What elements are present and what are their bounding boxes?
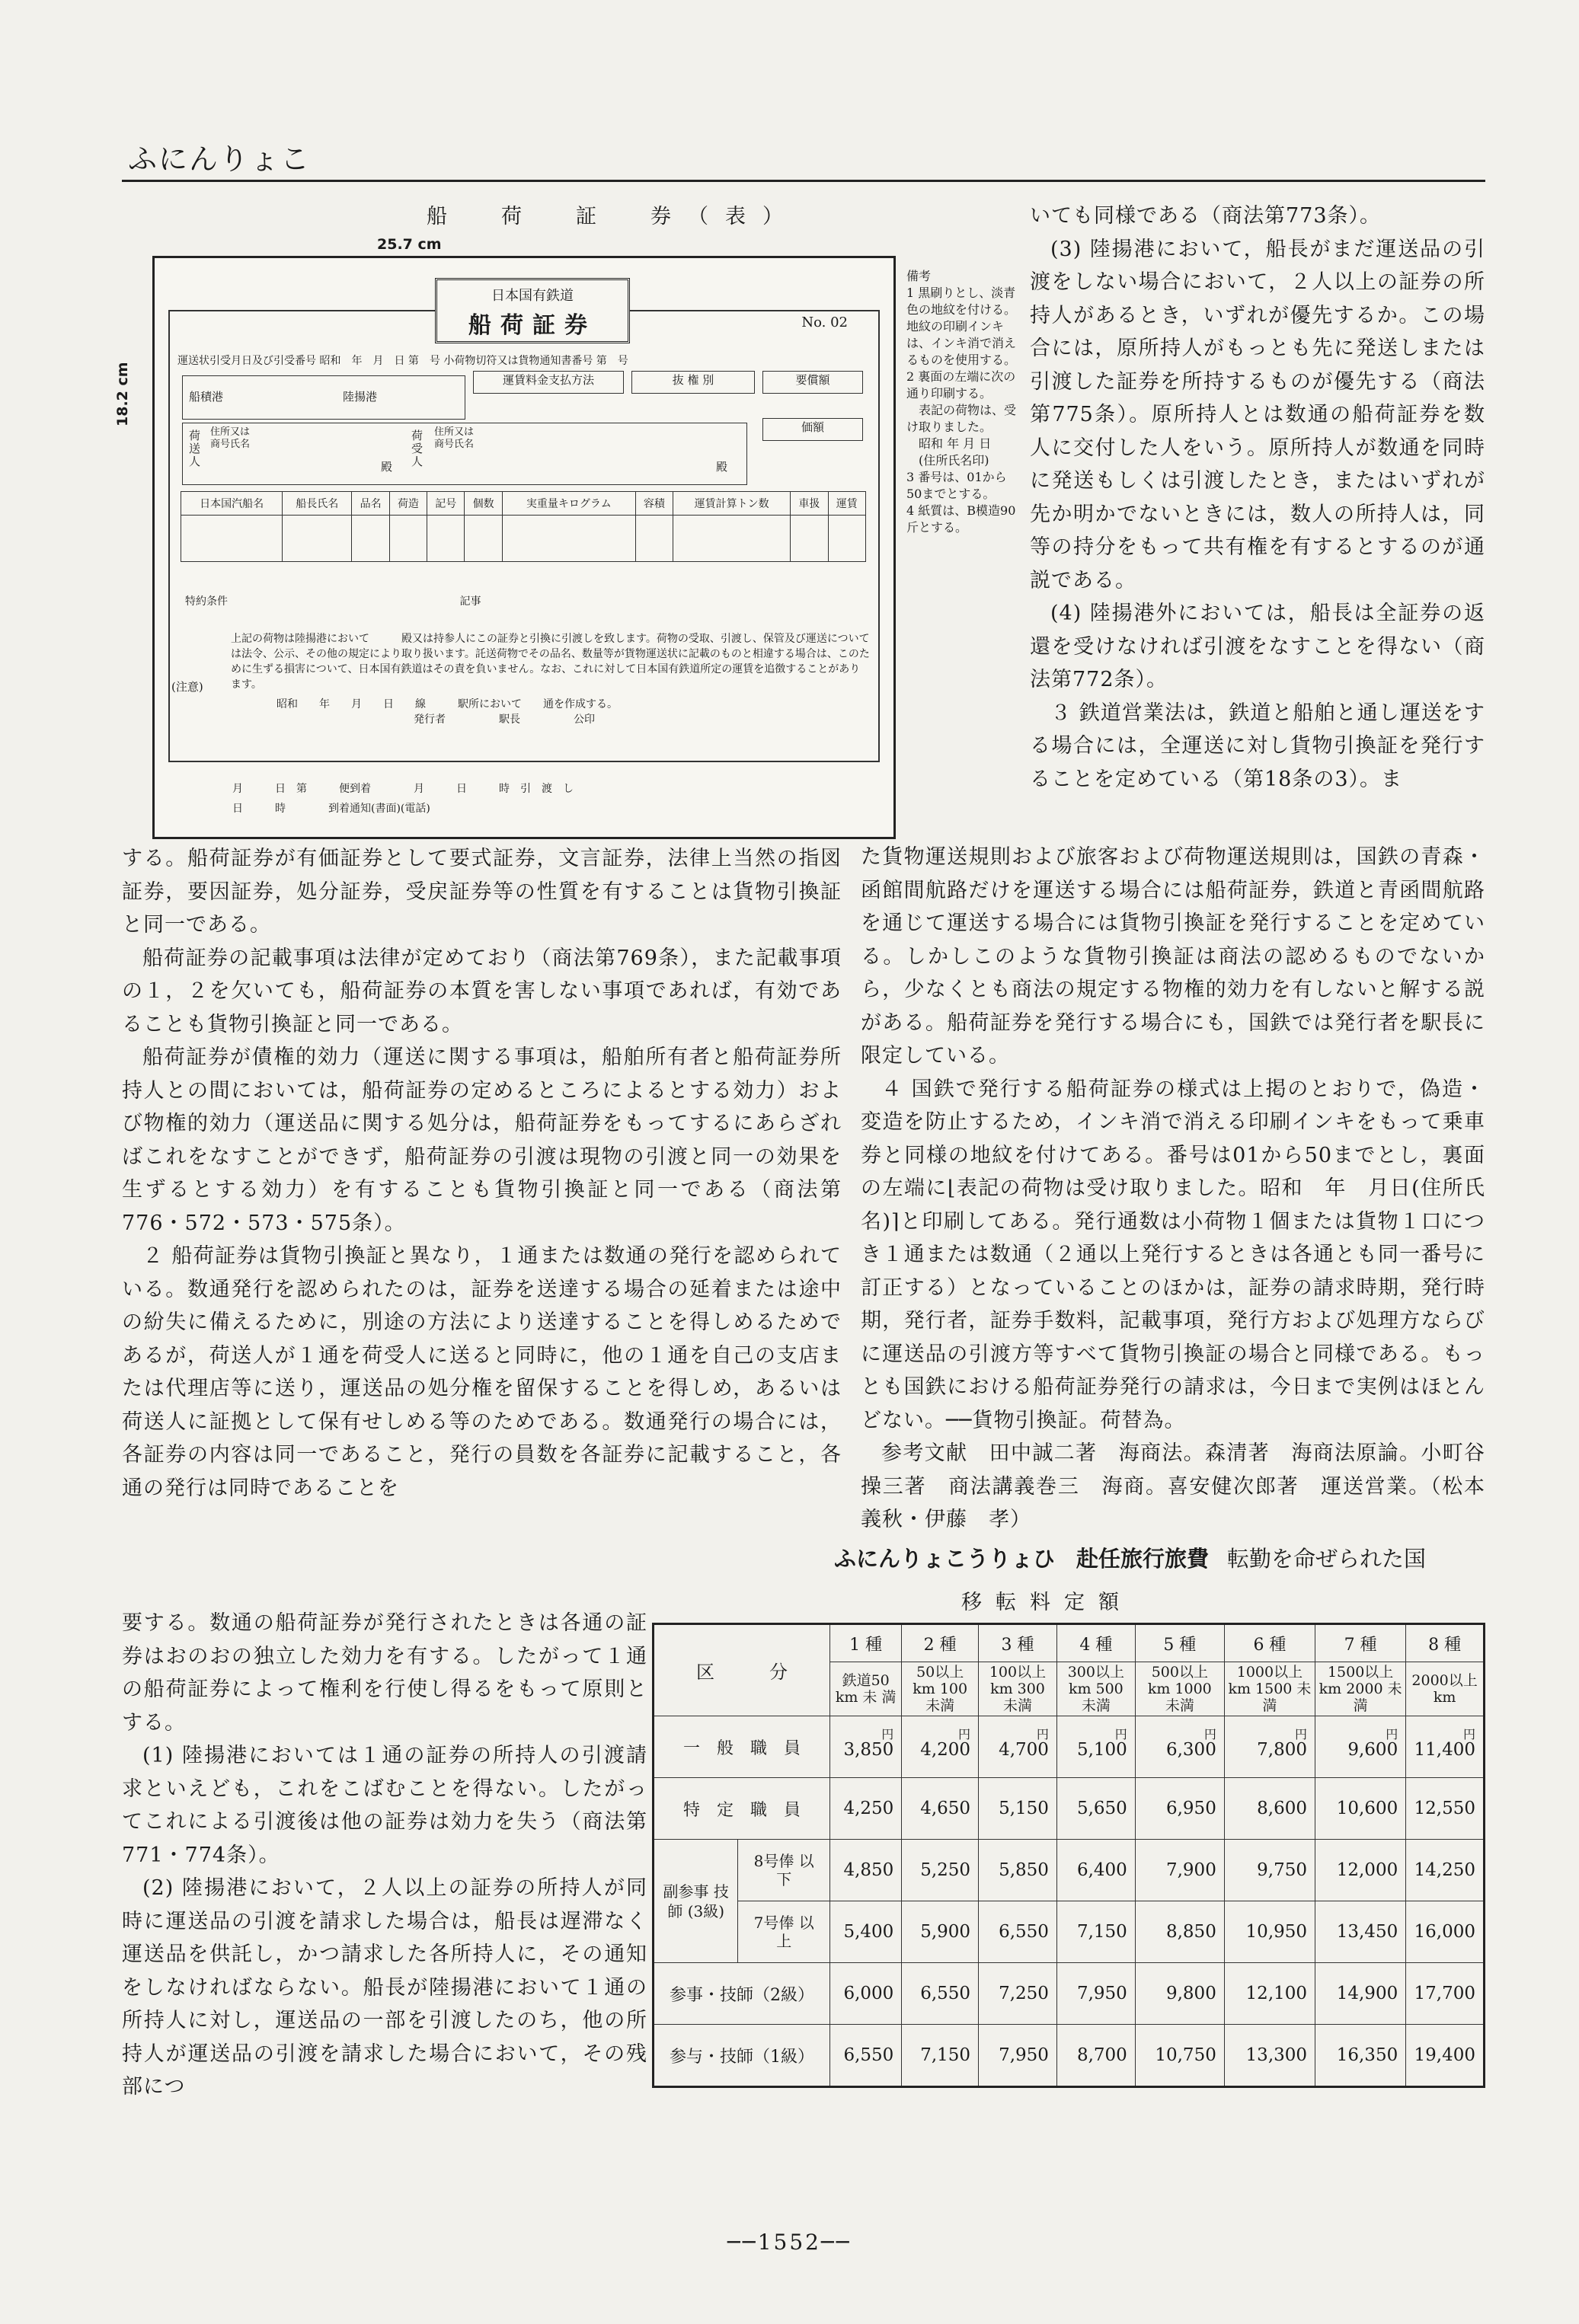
width-dimension: 25.7 cm — [377, 236, 442, 253]
form-title-box — [435, 278, 630, 343]
paragraph: ２ 船荷証券は貨物引換証と異なり，１通または数通の発行を認められている。数通発行を認められたのは，証券を送達する場合の延着または途中の紛失に備えるために，別途の方法により送達することを得しめるためであるが，荷送人が１通を荷受人に送ると同時に，他の１通を自己の支店または代理店等に送り，運送品の処分権を留保することを得しめ，あるいは荷送人に証拠として保有せしめる等のためである。数通発行の場合には，各証券の内容は同一であること，発行の員数を各証券に記載すること，各通の発行は同時であることを — [122, 1244, 842, 1500]
row-label: 副参事 技 師 (3級) — [654, 1840, 738, 1963]
cell: 7,150 — [1056, 1901, 1135, 1963]
table-row — [654, 1716, 1485, 1778]
yen-unit: 円 — [958, 1727, 971, 1741]
cell: 円 4,700 — [979, 1716, 1057, 1778]
cell: 円 11,400 — [1406, 1716, 1485, 1778]
sender-dono: 殿 — [381, 460, 393, 474]
col-fare: 運賃 — [828, 492, 865, 516]
table-row — [654, 1778, 1485, 1840]
parties-box — [182, 423, 747, 485]
paragraph: た貨物運送規則および旅客および荷物運送規則は，国鉄の青森・函館間航路だけを運送する場合には船荷証券，鉄道と青函間航路を通じて運送する場合には貨物引換証を発行することを定めている。しかしこのような貨物引換証は商法の認めるものでないから，少なくとも商法の規定する物権的効力を有しないと解する説がある。船荷証券を発行する場合にも，国鉄では発行者を駅長に限定している。 — [861, 845, 1485, 1068]
col-tons: 運賃計算トン数 — [673, 492, 791, 516]
cell: 16,350 — [1315, 2025, 1406, 2087]
cell: 5,250 — [902, 1840, 979, 1901]
price-box: 価額 — [762, 418, 863, 441]
yen-unit: 円 — [1386, 1727, 1398, 1741]
note-label: (注意) — [171, 680, 203, 694]
range-header: 100以上 km 300 未満 — [979, 1662, 1057, 1716]
entry-kanji: 赴任旅行旅費 — [1076, 1546, 1210, 1572]
cell: 5,850 — [979, 1840, 1057, 1901]
grade-header: 4 種 — [1056, 1624, 1135, 1662]
form-title: 船荷証券 — [468, 312, 596, 339]
value-box: 要償額 — [762, 371, 863, 394]
note-text: 上記の荷物は陸揚港において 殿又は持参人にこの証券と引換に引渡しを致します。荷物の受取、引渡し、保管及び運送については法令、公示、その他の規定により取り扱います。託送荷物でその品名、数量等が貨物運送状に記載のものと相違する場合は、このために生ずる損害について、日本国有鉄道はその責を負いません。なお、これに対して日本国有鉄道所定の運賃を追徴することがあります。 — [231, 633, 870, 691]
col-packing: 荷造 — [389, 492, 427, 516]
cell: 7,950 — [979, 2025, 1057, 2087]
paragraph: ３ 鉄道営業法は，鉄道と船舶と通し運送をする場合には，全運送に対し貨物引換証を発行することを定めている（第18条の3）。ま — [1030, 701, 1485, 791]
col-car: 車扱 — [791, 492, 828, 516]
range-header: 50以上 km 100 未満 — [902, 1662, 979, 1716]
cell: 6,400 — [1056, 1840, 1135, 1901]
range-header: 1000以上 km 1500 未満 — [1224, 1662, 1315, 1716]
yen-unit: 円 — [881, 1727, 894, 1741]
cell: 16,000 — [1406, 1901, 1485, 1963]
col-ship: 日本国汽船名 — [181, 492, 283, 516]
yen-unit: 円 — [1203, 1727, 1216, 1741]
bottom-line-1: 月 日 第 便到着 月 日 時 引 渡 し — [200, 783, 574, 795]
cell: 7,250 — [979, 1963, 1057, 2025]
form-remarks: 備考 1 黒刷りとし、淡青色の地紋を付ける。地紋の印刷インキは、インキ消で消えるものを使用する。 2 裏面の左端に次の通り印刷する。 表記の荷物は、受け取りました。 昭和 年 月 日 (住所氏名印) 3 番号は、01から50までとする。 4 紙質は、B模造90斤とする。 — [906, 269, 1017, 535]
col-item: 品名 — [352, 492, 389, 516]
running-head: ふにんりょこ — [128, 142, 312, 176]
port-from-label: 船積港 — [189, 390, 224, 404]
cargo-table — [181, 491, 866, 562]
row-label: 参事・技師（2級） — [654, 1963, 830, 2025]
paragraph: いても同様である（商法第773条）。 — [1030, 204, 1382, 228]
cell: 13,450 — [1315, 1901, 1406, 1963]
cell: 12,550 — [1406, 1778, 1485, 1840]
cell: 円 9,600 — [1315, 1716, 1406, 1778]
cell: 5,150 — [979, 1778, 1057, 1840]
cell: 円 5,100 — [1056, 1716, 1135, 1778]
cell: 13,300 — [1224, 2025, 1315, 2087]
endorse-box: 抜 権 別 — [631, 371, 755, 394]
grade-header: 2 種 — [902, 1624, 979, 1662]
issuer-line: 発行者 駅長 公印 — [414, 713, 595, 726]
cell: 7,900 — [1135, 1840, 1224, 1901]
cell: 9,750 — [1224, 1840, 1315, 1901]
paragraph: (3) 陸揚港において，船長がまだ運送品の引渡をしない場合において，２人以上の証券の所持人があるとき，いずれが優先するか。この場合には，原所持人がもっとも先に発送しまたは引渡した証券を所持するものが優先する（商法第775条）。原所持人とは数通の船荷証券を数人に交付した人をいう。原所持人が数通を同時に発送もしくは引渡したとき，またはいずれが先か明かでないときには，数人の所持人は，同等の持分をもって共有権を有するとするのが通説である。 — [1030, 237, 1485, 592]
grade-header: 3 種 — [979, 1624, 1057, 1662]
row-sublabel: 7号俸 以 上 — [738, 1901, 830, 1963]
entry-heading — [834, 1542, 1485, 1573]
range-header: 2000以上 km — [1406, 1662, 1485, 1716]
grade-header: 5 種 — [1135, 1624, 1224, 1662]
yen-unit: 円 — [1295, 1727, 1308, 1741]
cell: 5,900 — [902, 1901, 979, 1963]
yen-unit: 円 — [1036, 1727, 1049, 1741]
bill-of-lading-form — [152, 256, 896, 839]
cell: 10,600 — [1315, 1778, 1406, 1840]
issue-line: 昭和 年 月 日 線 駅所において 通を作成する。 — [276, 698, 618, 710]
receiver-dono: 殿 — [716, 460, 728, 474]
left-column-narrow — [122, 1607, 647, 2104]
cell: 5,650 — [1056, 1778, 1135, 1840]
cell: 10,950 — [1224, 1901, 1315, 1963]
row-label: 参与・技師（1級） — [654, 2025, 830, 2087]
col-captain: 船長氏名 — [283, 492, 352, 516]
paragraph: 要する。数通の船荷証券が発行されたときは各通の証券はおのおの独立した効力を有する。したがって１通の船荷証券によって権利を行使し得るをもって原則とする。 — [122, 1611, 647, 1735]
left-column — [122, 842, 842, 1505]
cell: 17,700 — [1406, 1963, 1485, 2025]
cell: 12,000 — [1315, 1840, 1406, 1901]
relocation-allowance-table — [652, 1623, 1485, 2088]
records-label: 記事 — [459, 595, 481, 608]
cell: 6,550 — [979, 1901, 1057, 1963]
cell: 4,850 — [830, 1840, 902, 1901]
figure-caption: 船 荷 証 券（表） — [427, 205, 800, 228]
cell: 7,150 — [902, 2025, 979, 2087]
range-header: 300以上 km 500 未満 — [1056, 1662, 1135, 1716]
entry-description: 転勤を命ぜられた国 — [1227, 1546, 1427, 1572]
header-rule — [122, 180, 1485, 182]
table-row — [654, 1840, 1485, 1901]
form-issuer: 日本国有鉄道 — [491, 288, 574, 304]
receiver-label: 荷受人 — [411, 429, 424, 468]
paragraph: 船荷証券が債権的効力（運送に関する事項は，船舶所有者と船荷証券所持人との間においては，船荷証券の定めるところによるとする効力）および物権的効力（運送品に関する処分は，船荷証券をもってするにあらざればこれをなすことができず，船荷証券の引渡は現物の引渡と同一の効果を生ずるとする効力）を有することも貨物引換証と同一である（商法第776・572・573・575条）。 — [122, 1045, 842, 1235]
receiver-address-label: 住所又は商号氏名 — [434, 426, 475, 450]
cell: 8,700 — [1056, 2025, 1135, 2087]
cell: 7,950 — [1056, 1963, 1135, 2025]
form-number: No. 02 — [801, 314, 848, 330]
table-row — [654, 1901, 1485, 1963]
row-label: 特 定 職 員 — [654, 1778, 830, 1840]
port-to-label: 陸揚港 — [343, 390, 378, 404]
paragraph: (4) 陸揚港外においては，船長は全証券の返還を受けなければ引渡をなすことを得ない（商法第772条）。 — [1030, 602, 1485, 691]
sender-label: 荷送人 — [189, 429, 201, 468]
cell: 6,550 — [902, 1963, 979, 2025]
paragraph: する。船荷証券が有価証券として要式証券，文言証券，法律上当然の指図証券，要因証券，処分証券，受戻証券等の性質を有することは貨物引換証と同一である。 — [122, 847, 842, 937]
cell: 14,900 — [1315, 1963, 1406, 2025]
cell: 4,650 — [902, 1778, 979, 1840]
grade-header: 6 種 — [1224, 1624, 1315, 1662]
paragraph: (2) 陸揚港において，２人以上の証券の所持人が同時に運送品の引渡を請求した場合は，船長は遅滞なく運送品を供託し，かつ請求した各所持人に，その通知をしなければならない。船長が陸揚港において１通の所持人に対し，運送品の一部を引渡したのち，他の所持人が運送品の引渡を請求した場合において，その残部につ — [122, 1876, 647, 2099]
height-dimension: 18.2 cm — [114, 362, 131, 426]
col-weight: 実重量キログラム — [502, 492, 635, 516]
col-mark: 記号 — [427, 492, 465, 516]
table-title: 移転料定額 — [961, 1591, 1133, 1614]
cell: 9,800 — [1135, 1963, 1224, 2025]
yen-unit: 円 — [1114, 1727, 1127, 1741]
cell: 14,250 — [1406, 1840, 1485, 1901]
form-notes — [231, 631, 871, 727]
cell: 6,950 — [1135, 1778, 1224, 1840]
entry-kana: ふにんりょこうりょひ — [834, 1546, 1056, 1572]
cell: 12,100 — [1224, 1963, 1315, 2025]
cell: 4,250 — [830, 1778, 902, 1840]
range-header: 500以上 km 1000 未満 — [1135, 1662, 1224, 1716]
cell: 10,750 — [1135, 2025, 1224, 2087]
special-terms-row — [185, 593, 878, 608]
grade-header: 8 種 — [1406, 1624, 1485, 1662]
special-terms-label: 特約条件 — [185, 595, 228, 608]
sender-address-label: 住所又は商号氏名 — [210, 426, 251, 450]
cell: 8,600 — [1224, 1778, 1315, 1840]
page-number: ──1552── — [727, 2230, 852, 2255]
grade-header: 7 種 — [1315, 1624, 1406, 1662]
right-column-top — [1030, 200, 1485, 796]
form-line-1: 運送状引受月日及び引受番号 昭和 年 月 日 第 号 小荷物切符又は貨物通知書番号 第 号 — [177, 355, 628, 367]
cell: 5,400 — [830, 1901, 902, 1963]
paragraph: 船荷証券の記載事項は法律が定めており（商法第769条），また記載事項の１，２を欠いても，船荷証券の本質を害しない事項であれば，有効であることも貨物引換証と同一である。 — [122, 946, 842, 1036]
cell: 円 3,850 — [830, 1716, 902, 1778]
ports-box — [182, 375, 465, 420]
paragraph: ４ 国鉄で発行する船荷証券の様式は上掲のとおりで，偽造・変造を防止するため，インキ消で消える印刷インキをもって乗車券と同様の地紋を付けてある。番号は01から50までとし，裏面の左端に⌊表記の荷物は受け取りました。昭和 年 月日(住所氏名)⌉と印刷してある。発行通数は小荷物１個または貨物１口につき１通または数通（２通以上発行するときは各通とも同一番号に訂正する）となっていることのほかは，証券の請求時期，発行時期，発行者，証券手数料，記載事項，発行方および処理方ならびに運送品の引渡方等すべて貨物引換証の場合と同様である。もっとも国鉄における船荷証券発行の請求は，今日まで実例はほとんどない。──貨物引換証。荷替為。 — [861, 1077, 1485, 1432]
table-row — [654, 1963, 1485, 2025]
cell: 19,400 — [1406, 2025, 1485, 2087]
bottom-line-2: 日 時 到着通知(書面)(電話) — [200, 803, 430, 815]
fare-box: 運賃料金支払方法 — [473, 371, 624, 394]
cell: 8,850 — [1135, 1901, 1224, 1963]
cell: 6,550 — [830, 2025, 902, 2087]
range-header: 鉄道50 km 未 満 — [830, 1662, 902, 1716]
col-count: 個数 — [465, 492, 502, 516]
range-header: 1500以上 km 2000 未満 — [1315, 1662, 1406, 1716]
table-header-label: 区 分 — [654, 1624, 830, 1716]
row-label: 一 般 職 員 — [654, 1716, 830, 1778]
col-volume: 容積 — [635, 492, 673, 516]
yen-unit: 円 — [1462, 1727, 1475, 1741]
cell: 円 6,300 — [1135, 1716, 1224, 1778]
cell: 6,000 — [830, 1963, 902, 2025]
table-row — [654, 2025, 1485, 2087]
cell: 円 4,200 — [902, 1716, 979, 1778]
row-sublabel: 8号俸 以 下 — [738, 1840, 830, 1901]
grade-header: 1 種 — [830, 1624, 902, 1662]
paragraph: (1) 陸揚港においては１通の証券の所持人の引渡請求といえども，これをこばむことを得ない。したがってこれによる引渡後は他の証券は効力を失う（商法第771・774条）。 — [122, 1744, 647, 1867]
cell: 円 7,800 — [1224, 1716, 1315, 1778]
right-column-lower — [861, 841, 1485, 1537]
paragraph: 参考文献 田中誠二著 海商法。森清著 海商法原論。小町谷操三著 商法講義巻三 海商。喜安健次郎著 運送営業。（松本義秋・伊藤 孝） — [861, 1441, 1485, 1531]
